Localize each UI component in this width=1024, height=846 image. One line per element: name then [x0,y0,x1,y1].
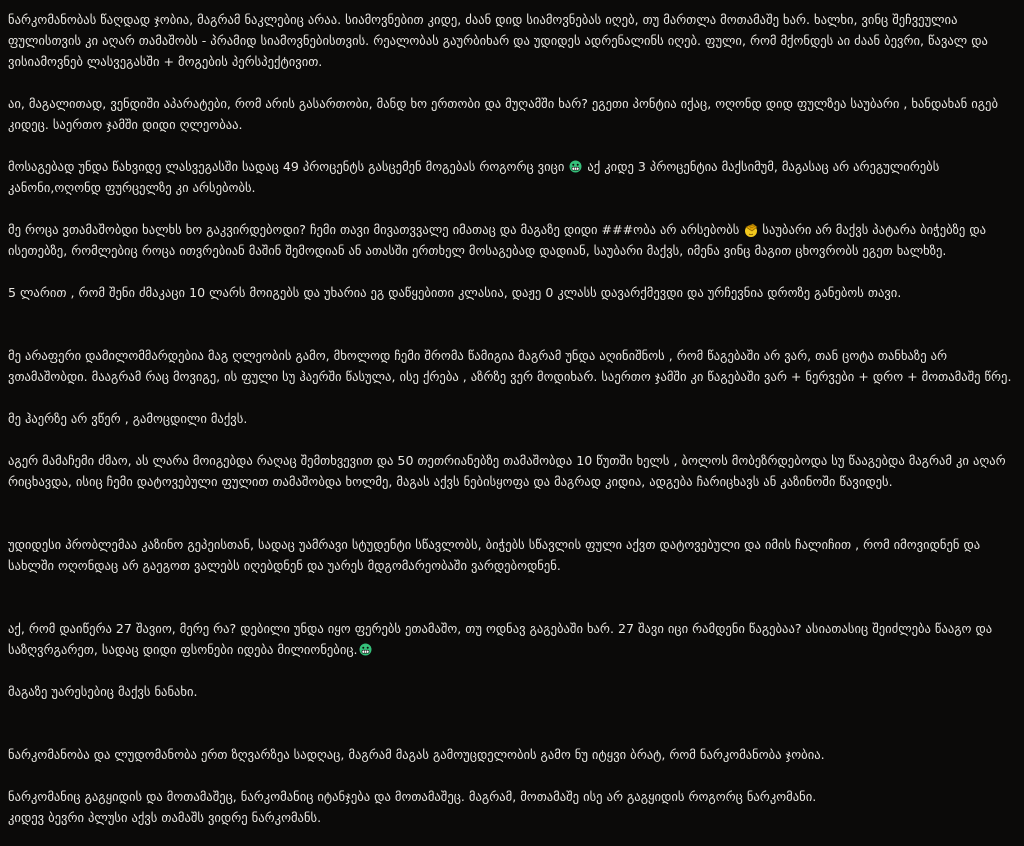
post-paragraph: ნარკომანიც გაგყიდის და მოთამაშეც, ნარკომანიც იტანჯება და მოთამაშეც. მაგრამ, მოთამაშე ისე არ გაგყიდის როგორც ნარკომანი. [8,789,817,804]
post-paragraph: აი, მაგალითად, ვენდიში აპარატები, რომ არის გასართობი, მანდ ხო ერთობი და მუღამში ხარ? ეგეთი პონტია იქაც, ოღონდ დიდ ფულზეა საუბარი , ხანდახან იგებ კიდეც. საერთო ჯამში დიდი ღლეობაა. [8,96,998,132]
post-paragraph-text: აქ, რომ დაიწერა 27 შავიო, მერე რა? დებილი უნდა იყო ფერებს ეთამაშო, თუ ოდნავ გაგებაში ხარ. 27 შავი იცი რამდენი წაგებაა? ასიათასიც შეიძლება წააგო და საზღვრგარეთ, სადაც დიდი ფსონები იდება მილიონებიც. [8,621,993,657]
post-paragraph: მე ჰაერზე არ ვწერ , გამოცდილი მაქვს. [8,411,248,426]
post-paragraph: ნარკომანობა და ლუდომანობა ერთ ზღვარზეა სადღაც, მაგრამ მაგას გამოუცდელობის გამო ნუ იტყვი ბრატ, რომ ნარკომანობა ჯობია. [8,747,825,762]
post-paragraph-text: მოსაგებად უნდა წახვიდე ლასვეგასში სადაც 49 პროცენტს გასცემენ მოგებას როგორც ვიცი [8,159,565,174]
post-paragraph: 5 ლარით , რომ შენი ძმაკაცი 10 ლარს მოიგებს და უხარია ეგ დაწყებითი კლასია, დაჟე 0 კლასს დავარქმევდი და ურჩევნია დროზე განებოს თავი. [8,285,902,300]
grin-emoji-icon [569,160,582,173]
grin-emoji-icon [359,643,372,656]
post-paragraph: მე არაფერი დამილომმარდებია მაგ ღლეობის გამო, მხოლოდ ჩემი შრომა წამიგია მაგრამ უნდა აღინიშნოს , რომ წაგებაში არ ვარ, თან ცოტა თანხაზე არ ვთამაშობდი. მააგრამ რაც მოვიგე, ის ფული სუ ჰაერში წასულა, ისე ქრება , აზრზე ვერ მოდიხარ. საერთო ჯამში კი წაგებაში ვარ + ნერვები + დრო + მოთამაშე წრე. [8,348,1012,384]
facepalm-emoji-icon [744,223,757,236]
post-paragraph: ნარკომანობას წაღდად ჯობია, მაგრამ ნაკლებიც არაა. სიამოვნებით კიდე, ძაან დიდ სიამოვნებას იღებ, თუ მართლა მოთამაშე ხარ. ხალხი, ვინც შეჩვეულია ფულისთვის კი აღარ თამაშობს - პრამიდ სიამოვნებისთვის. რეალობას გაურბიხარ და უდიდეს ადრენალინს იღებ. ფული, რომ მქონდეს აი ძაან ბევრი, წავალ და ვისიამოვნებ ლასვეგასში + მოგების პერსპექტივით. [8,12,988,69]
post-paragraph: უდიდესი პრობლემაა კაზინო გეპეისთან, სადაც უამრავი სტუდენტი სწავლობს, ბიჭებს სწავლის ფული აქვთ დატოვებული და იმის ჩალიჩით , რომ იმოვიდნენ და სახლში ოღონდაც არ გაეგოთ ვალებს იღებდნენ და უარეს მდგომარეობაში ვარდებოდნენ. [8,537,981,573]
post-paragraph [8,618,1016,660]
post-paragraph: კიდევ ბევრი პლუსი აქვს თამაშს ვიდრე ნარკომანს. [8,810,322,825]
post-paragraph-text: მე როცა ვთამაშობდი ხალხს ხო გაკვირდებოდი? ჩემი თავი მივათვვალე იმათაც და მაგაზე დიდი ###ობა არ არსებობს [8,222,740,237]
post-paragraph [8,156,1016,198]
post-paragraph-text: საუბარი არ მაქვს პატარა ბიჭებზე და ისეთებზე, რომლებიც როცა ითვრებიან მაშინ შემოდიან ან ათასში ერთხელ მოსაგებად დადიან, საუბარი მაქვს, იმენა ვინც მაგით ცხოვრობს ეგეთ ხალხზე. [8,222,987,258]
post-paragraph: აგერ მამაჩემი ძმაო, ას ლარა მოიგებდა რაღაც შემთხვევით და 50 თეთრიანებზე თამაშობდა 10 წუთში ხელს , ბოლოს მობეზრდებოდა სუ წააგებდა მაგრამ კი აღარ რიცხავდა, ისიც ჩემი დატოვებული ფულით თამაშობდა ხოლმე, მაგას აქვს ნებისყოფა და მაგრად კიდია, ადგება ჩარიცხავს ან კაზინოში წავიდეს. [8,453,1006,489]
post-paragraph: მაგაზე უარესებიც მაქვს ნანახი. [8,684,198,699]
post-paragraph-text: აქ კიდე 3 პროცენტია მაქსიმუმ, მაგასაც არ არეგულირებს კანონი,ოღონდ ფურცელზე კი არსებობს. [8,159,940,195]
post-paragraph [8,219,1016,261]
